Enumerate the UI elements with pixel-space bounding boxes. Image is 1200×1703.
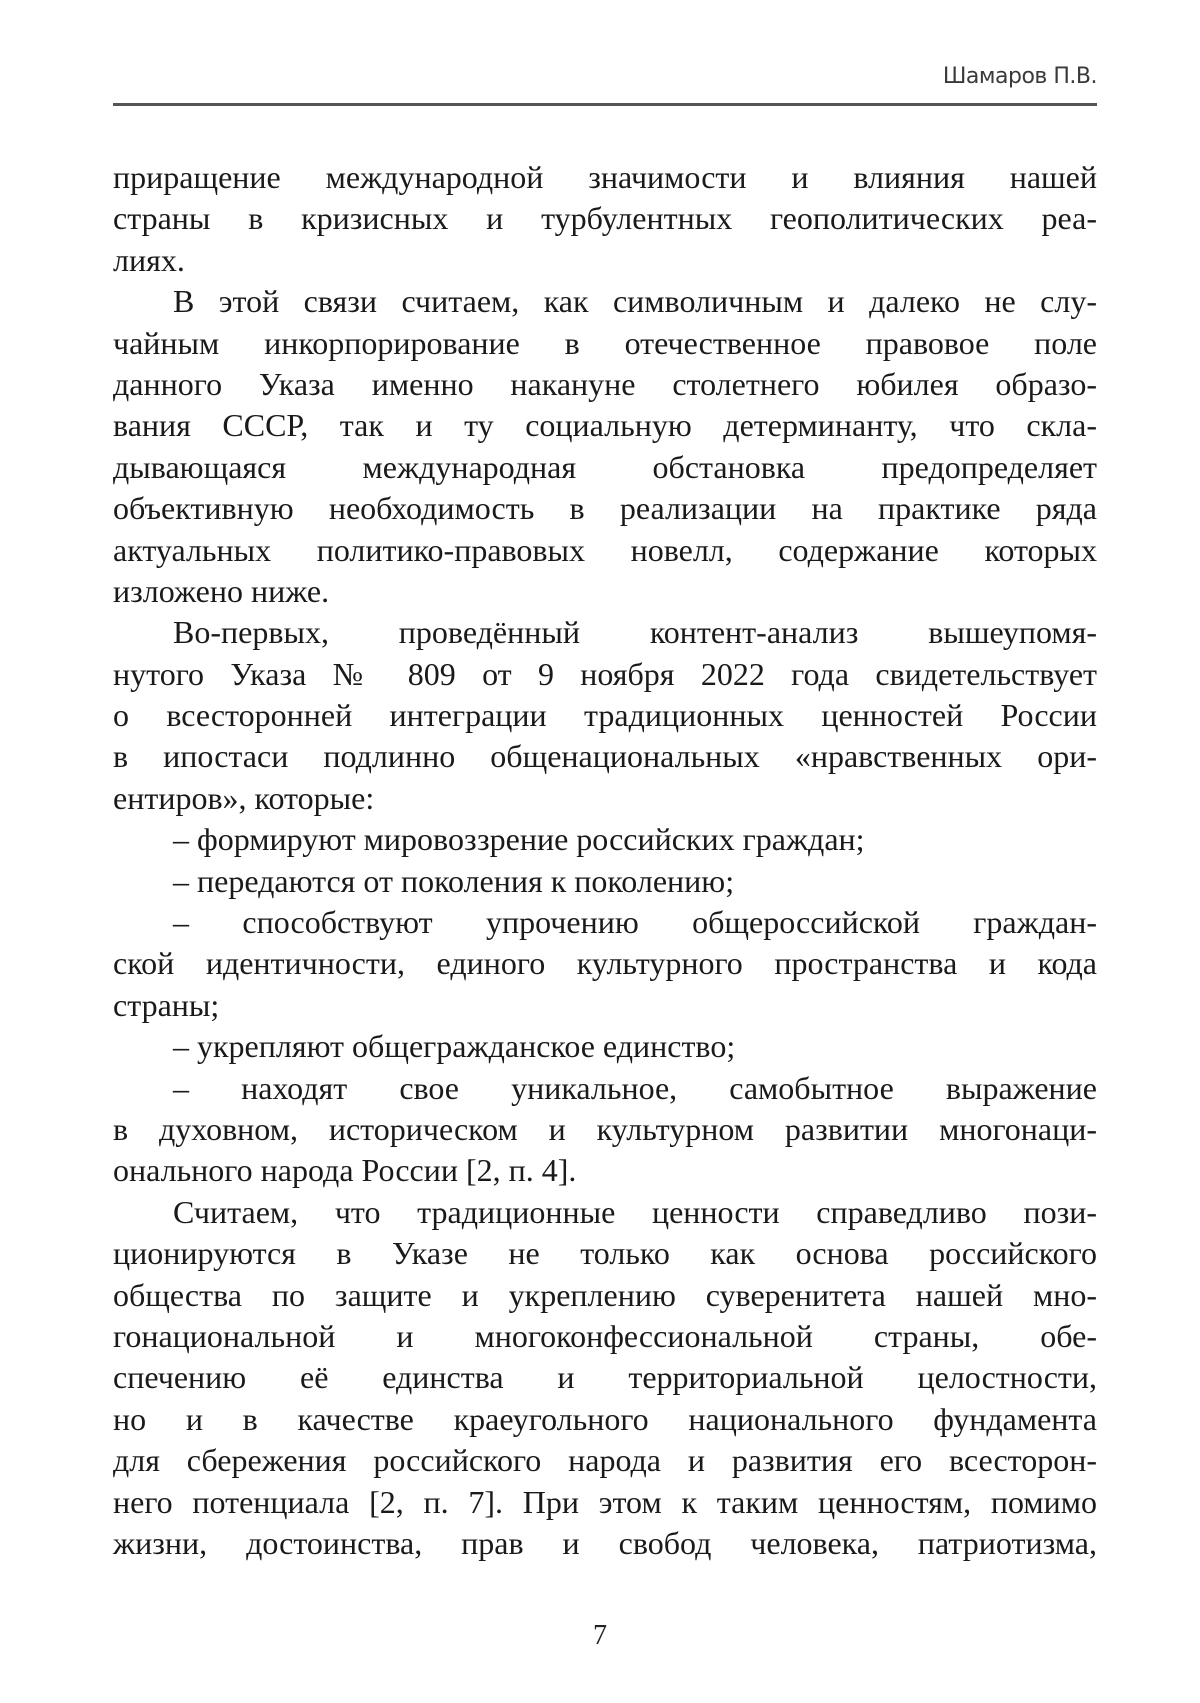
text-line: жизни, достоинства, прав и свобод человека, патриотизма, bbox=[113, 1524, 1097, 1561]
list-item-line: – укрепляют общегражданское единство; bbox=[173, 1028, 736, 1065]
text-line: но и в качестве краеугольного национального фундамента bbox=[113, 1400, 1097, 1437]
text-line: для сбережения российского народа и развития его всесторон- bbox=[113, 1442, 1097, 1479]
text-line: ентиров», которые: bbox=[113, 779, 375, 816]
text-line: нутого Указа № 809 от 9 ноября 2022 года свидетельствует bbox=[113, 655, 1097, 692]
text-line: актуальных политико-правовых новелл, содержание которых bbox=[113, 531, 1097, 568]
text-line: вания СССР, так и ту социальную детерминанту, что скла- bbox=[113, 407, 1097, 444]
text-line: чайным инкорпорирование в отечественное правовое поле bbox=[113, 324, 1097, 361]
paragraph-start-line: В этой связи считаем, как символичным и далеко не слу- bbox=[173, 283, 1097, 320]
paragraph-start-line: Во-первых, проведённый контент-анализ вышеупомя- bbox=[173, 614, 1097, 651]
text-line: гонациональной и многоконфессиональной страны, обе- bbox=[113, 1317, 1097, 1354]
text-line: изложено ниже. bbox=[113, 572, 330, 609]
text-line: в ипостаси подлинно общенациональных «нравственных ори- bbox=[113, 738, 1097, 775]
text-line: него потенциала [2, п. 7]. При этом к таким ценностям, помимо bbox=[113, 1483, 1097, 1520]
text-line: ционируются в Указе не только как основа российского bbox=[113, 1235, 1097, 1272]
list-item-line: – находят свое уникальное, самобытное выражение bbox=[173, 1069, 1097, 1106]
list-item-line: – передаются от поколения к поколению; bbox=[173, 862, 735, 899]
text-line: страны в кризисных и турбулентных геополитических реа- bbox=[113, 200, 1097, 237]
text-line: лиях. bbox=[113, 241, 185, 278]
text-line: ской идентичности, единого культурного пространства и кода bbox=[113, 945, 1097, 982]
text-line: онального народа России [2, п. 4]. bbox=[113, 1152, 577, 1189]
text-line: в духовном, историческом и культурном развитии многонаци- bbox=[113, 1110, 1097, 1147]
text-line: приращение международной значимости и влияния нашей bbox=[113, 159, 1097, 195]
header-rule bbox=[113, 103, 1097, 106]
text-line: спечению её единства и территориальной целостности, bbox=[113, 1359, 1097, 1396]
list-item-line: – способствуют упрочению общероссийской граждан- bbox=[173, 904, 1097, 941]
text-line: дывающаяся международная обстановка предопределяет bbox=[113, 448, 1097, 485]
running-header-author: Шамаров П.В. bbox=[942, 64, 1097, 89]
text-line: общества по защите и укреплению суверенитета нашей мно- bbox=[113, 1276, 1097, 1313]
text-line: о всесторонней интеграции традиционных ценностей России bbox=[113, 697, 1097, 734]
page-number: 7 bbox=[593, 1620, 607, 1651]
text-line: данного Указа именно накануне столетнего юбилея образо- bbox=[113, 365, 1097, 402]
list-item-line: – формируют мировоззрение российских граждан; bbox=[173, 821, 865, 858]
paragraph-start-line: Считаем, что традиционные ценности справедливо пози- bbox=[173, 1193, 1097, 1230]
text-line: объективную необходимость в реализации на практике ряда bbox=[113, 490, 1097, 527]
text-line: страны; bbox=[113, 986, 220, 1023]
body-text bbox=[113, 157, 1097, 1564]
